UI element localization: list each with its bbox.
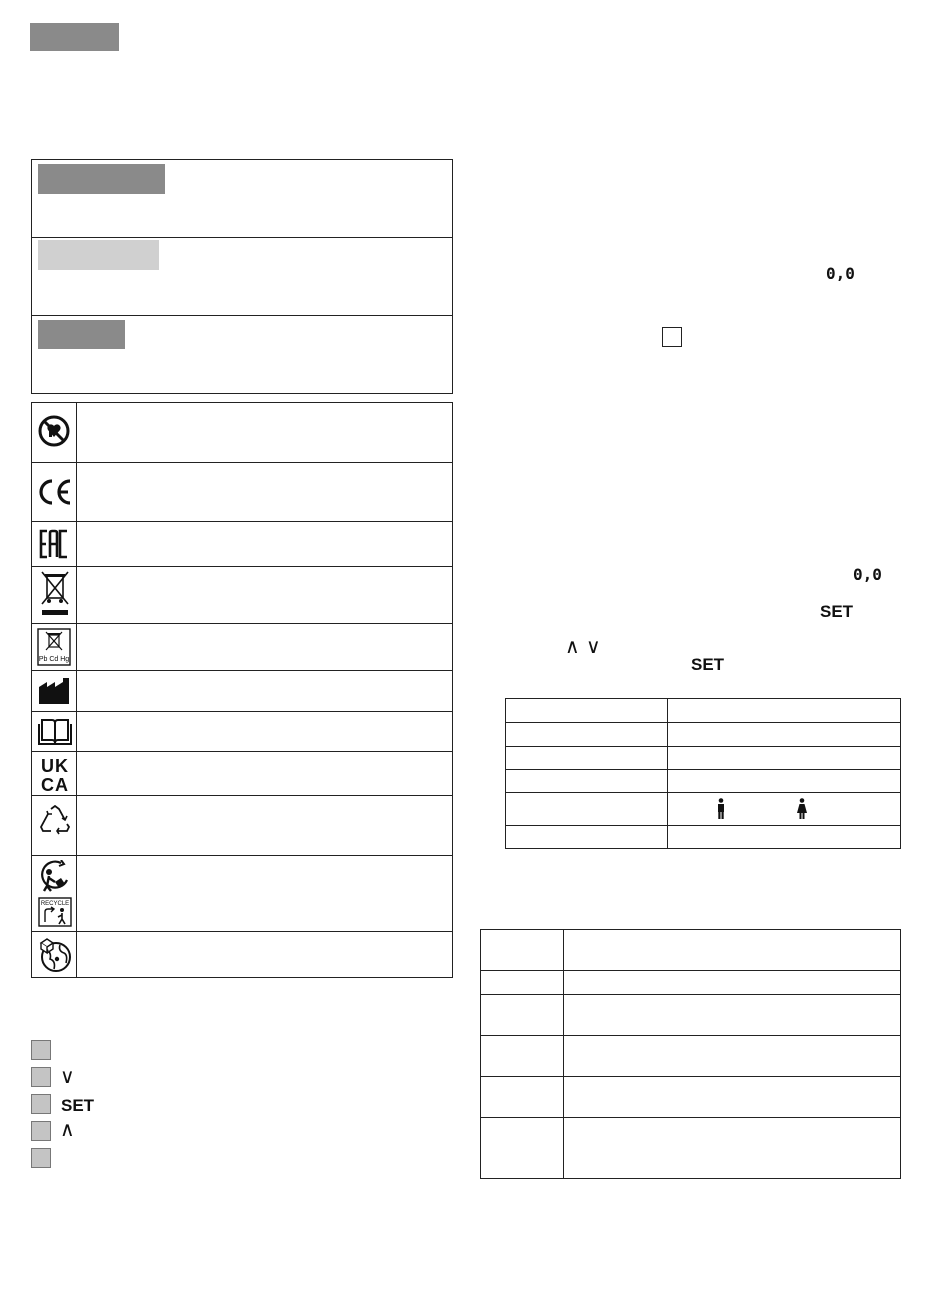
user-settings-table — [505, 698, 901, 849]
set-key-inline-2: SET — [691, 655, 725, 674]
divider — [32, 670, 452, 671]
female-icon — [796, 798, 808, 820]
up-down-arrows-icon: ∧ ∨ — [565, 634, 601, 658]
key-marker-3 — [31, 1094, 51, 1114]
svg-text:UK: UK — [41, 756, 69, 776]
key-marker-4 — [31, 1121, 51, 1141]
recycle-caption: RECYCLE — [40, 901, 70, 907]
read-manual-icon — [38, 716, 72, 746]
inline-reference-box — [662, 327, 682, 347]
up-arrow-icon: ∧ — [60, 1117, 75, 1141]
divider — [32, 795, 452, 796]
recycle-icon — [38, 805, 72, 837]
svg-text:CA: CA — [41, 775, 69, 793]
section-heading-chip — [30, 23, 119, 51]
divider — [32, 711, 452, 712]
triman-icon — [37, 860, 73, 928]
divider — [32, 315, 452, 316]
warning-box — [31, 159, 453, 394]
caution-label-chip — [38, 320, 125, 349]
ce-mark-icon — [37, 478, 73, 506]
no-pacemaker-icon — [38, 415, 70, 447]
battery-disposal-icon — [37, 628, 71, 666]
male-icon — [716, 798, 726, 820]
divider — [32, 566, 452, 567]
down-arrow-icon: ∨ — [60, 1064, 75, 1088]
set-key-label: SET — [61, 1096, 95, 1115]
eac-mark-icon — [39, 529, 69, 559]
key-marker-2 — [31, 1067, 51, 1087]
error-codes-table — [480, 929, 901, 1179]
weee-bin-icon — [40, 570, 70, 618]
icon-column-divider — [76, 403, 77, 977]
ukca-mark-icon — [38, 755, 72, 793]
divider — [32, 462, 452, 463]
divider — [32, 751, 452, 752]
zero-display-reading-2: 0,0 — [853, 565, 882, 584]
battery-metals-label: Pb Cd Hg — [38, 656, 70, 663]
manufacturer-icon — [38, 677, 72, 705]
divider — [32, 931, 452, 932]
divider — [32, 623, 452, 624]
symbol-table — [31, 402, 453, 978]
zero-display-reading: 0,0 — [826, 264, 855, 283]
key-marker-5 — [31, 1148, 51, 1168]
key-marker-1 — [31, 1040, 51, 1060]
divider — [32, 237, 452, 238]
divider — [32, 855, 452, 856]
divider — [32, 521, 452, 522]
set-key-inline: SET — [820, 602, 854, 621]
warning-label-chip — [38, 240, 159, 270]
danger-label-chip — [38, 164, 165, 194]
global-shipping-icon — [38, 935, 72, 975]
